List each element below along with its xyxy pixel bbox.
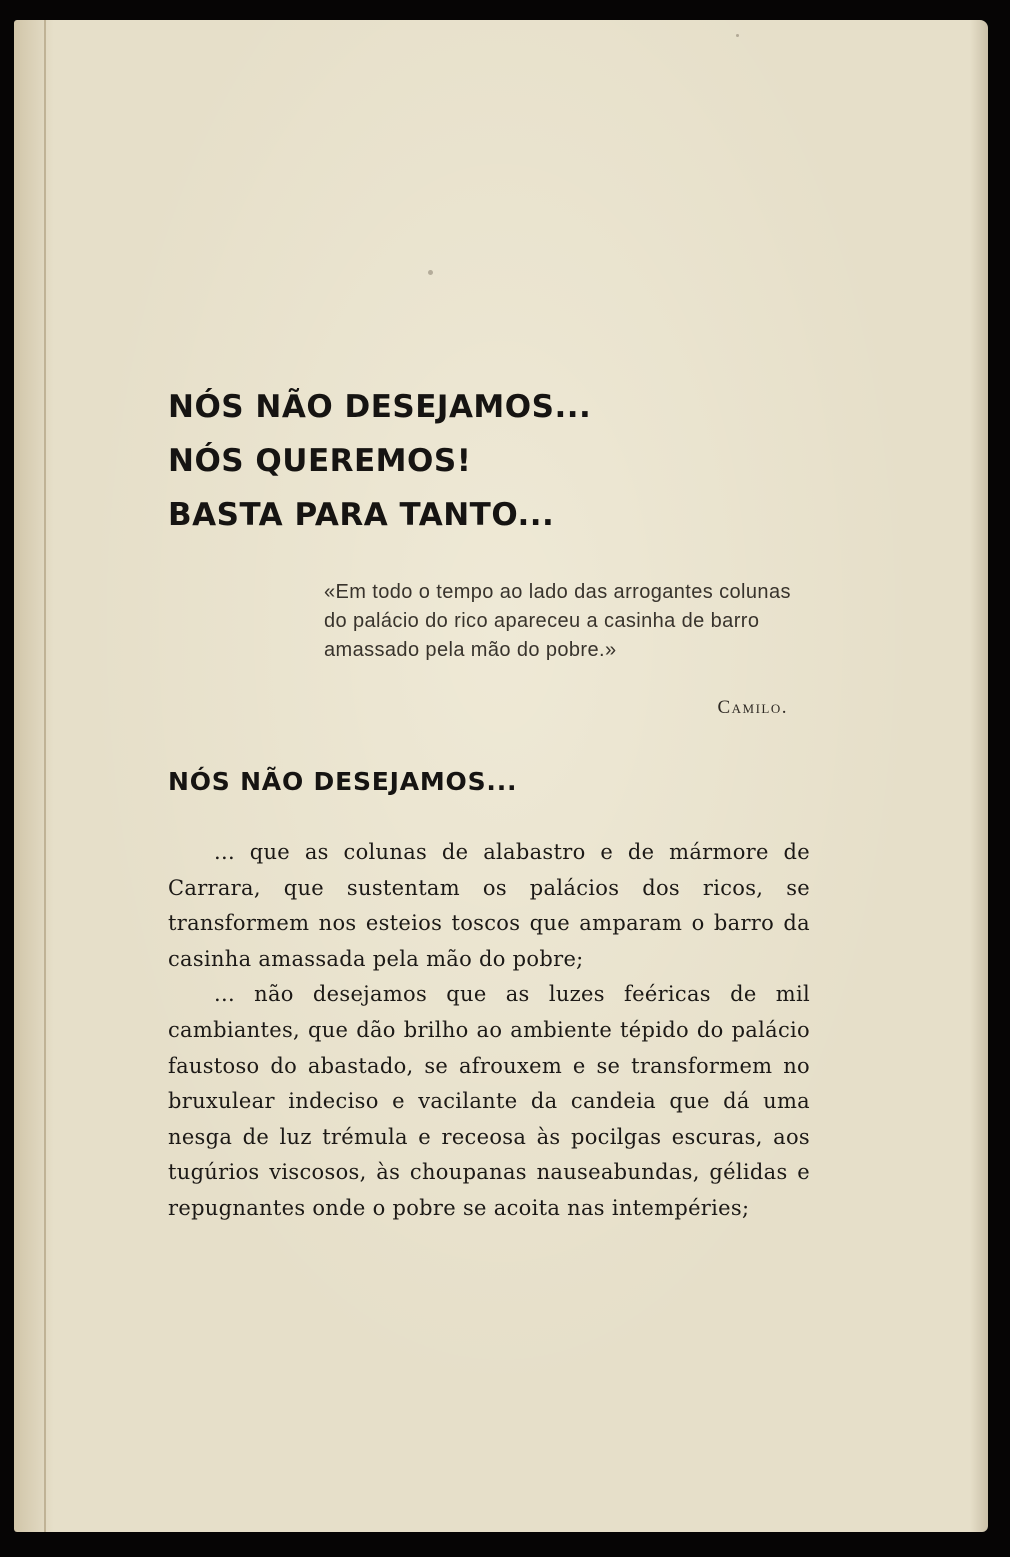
paper-speck [736, 34, 739, 37]
paper-sheet [14, 20, 988, 1532]
section-heading: NÓS NÃO DESEJAMOS... [168, 767, 518, 796]
body-paragraph-1: ... que as colunas de alabastro e de mármore de Carrara, que sustentam os palácios dos ricos, se transformem nos esteios toscos que amparam o barro da casinha amassada pela mão do pobre; [168, 840, 810, 971]
epigraph-quote: «Em todo o tempo ao lado das arrogantes colunas do palácio do rico apareceu a casinha de barro amassado pela mão do pobre.» [324, 581, 791, 661]
epigraph-author: Camilo. [717, 697, 788, 718]
page-fold-line [44, 20, 46, 1532]
title-block [168, 380, 810, 542]
paper-speck [428, 270, 433, 275]
title-line-1: NÓS NÃO DESEJAMOS... [168, 389, 592, 425]
body-paragraph-2: ... não desejamos que as luzes feéricas de mil cambiantes, que dão brilho ao ambiente tépido do palácio faustoso do abastado, se afrouxem e se transformem no bruxulear indeciso e vacilante da candeia que dá uma nesga de luz trémula e receosa às pocilgas escuras, aos tugúrios viscosos, às choupanas nauseabundas, gélidas e repugnantes onde o pobre se acoita nas intempéries; [168, 982, 810, 1220]
title-line-2: NÓS QUEREMOS! [168, 443, 472, 479]
title-line-3: BASTA PARA TANTO... [168, 497, 555, 533]
page-body [168, 380, 810, 1227]
